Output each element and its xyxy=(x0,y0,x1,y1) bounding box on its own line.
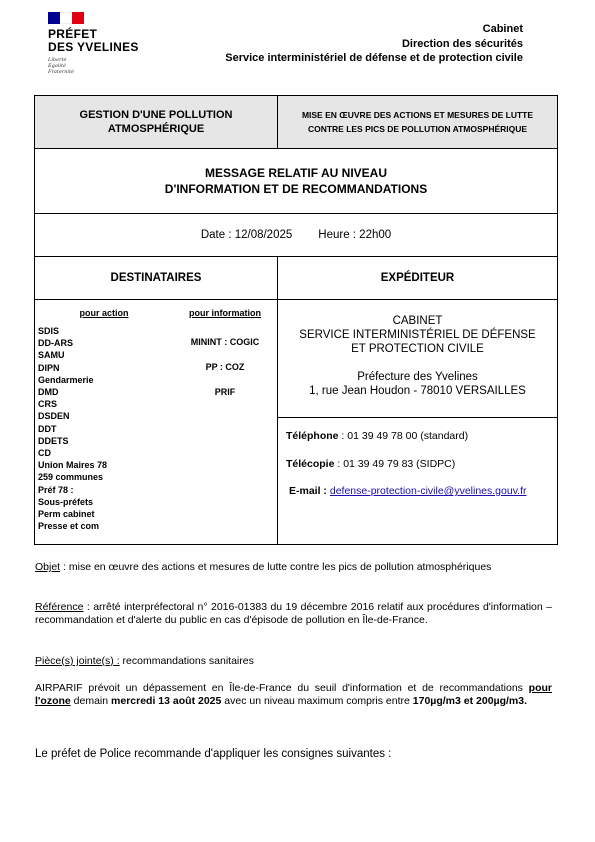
logo-prefet-text xyxy=(48,28,158,54)
prefecture-logo xyxy=(48,12,158,75)
message-table xyxy=(34,95,558,545)
airparif-text: demain xyxy=(70,695,112,707)
reference-label: Référence xyxy=(35,601,84,613)
message-time: Heure : 22h00 xyxy=(318,229,392,241)
action-recipients xyxy=(38,308,170,532)
message-title xyxy=(35,149,557,214)
recipients-header: DESTINATAIRES xyxy=(35,257,278,299)
sender-address-line: Préfecture des Yvelines xyxy=(357,371,478,383)
phone-line xyxy=(286,430,468,442)
flag-white-band xyxy=(60,12,72,24)
logo-line-2: DES YVELINES xyxy=(48,40,139,54)
action-recipient: DMD xyxy=(38,387,59,398)
info-item: PRIF xyxy=(214,387,236,397)
action-recipient: Préf 78 : xyxy=(38,484,74,495)
action-recipient: SAMU xyxy=(38,350,65,361)
pollutant-ozone: pour l'ozone xyxy=(35,682,552,707)
action-recipient: Sous-préfets xyxy=(38,496,94,507)
table-title-row xyxy=(35,96,557,149)
email-link[interactable]: defense-protection-civile@yvelines.gouv.fr xyxy=(329,485,527,497)
motto-liberte: Liberté xyxy=(48,57,67,63)
attachments-label: Pièce(s) jointe(s) : xyxy=(35,655,120,667)
airparif-text: avec un niveau maximum compris entre xyxy=(221,695,413,707)
action-recipient: CRS xyxy=(38,399,58,410)
action-recipient: CD xyxy=(38,448,51,459)
reference-text: : arrêté interpréfectoral n° 2016-01383 du 19 décembre 2016 relatif aux procédures d'information – recommandation et d'alerte du public en cas d'épisode de pollution en Île-de-France. xyxy=(35,601,552,626)
sender-address-line: 1, rue Jean Houdon - 78010 VERSAILLES xyxy=(309,385,526,397)
logo-line-1: PRÉFET xyxy=(48,27,98,41)
sender-cell xyxy=(278,300,557,418)
recommendation-intro: Le préfet de Police recommande d'appliquer les consignes suivantes : xyxy=(35,748,392,760)
info-recipients xyxy=(175,308,275,411)
action-recipient: DIPN xyxy=(38,362,60,373)
info-item: PP : COZ xyxy=(205,362,245,372)
action-recipient: Gendarmerie xyxy=(38,374,94,385)
reference-paragraph xyxy=(35,601,552,627)
attachments-text: recommandations sanitaires xyxy=(119,655,254,667)
org-line-direction: Direction des sécurités xyxy=(401,37,523,50)
airparif-text: AIRPARIF prévoit un dépassement en Île-de-France du seuil d'information et de recommandations xyxy=(35,682,529,694)
action-recipient: 259 communes xyxy=(38,472,104,483)
action-recipient: Presse et com xyxy=(38,521,100,532)
fax-label: Télécopie xyxy=(286,458,335,470)
attachments-paragraph xyxy=(35,655,552,668)
action-header: pour action xyxy=(79,308,129,318)
info-header: pour information xyxy=(189,308,261,318)
email-line xyxy=(289,485,527,497)
action-recipient: DSDEN xyxy=(38,411,70,422)
action-recipient: DD-ARS xyxy=(38,338,73,349)
french-flag-icon xyxy=(48,12,84,24)
issuing-service xyxy=(225,22,523,66)
table-left-title: GESTION D'UNE POLLUTION ATMOSPHÉRIQUE xyxy=(35,96,278,148)
logo-motto xyxy=(48,57,158,75)
action-recipient: DDT xyxy=(38,423,57,434)
sender-line: SERVICE INTERMINISTÉRIEL DE DÉFENSE xyxy=(299,329,536,341)
org-line-cabinet: Cabinet xyxy=(482,23,523,35)
action-recipient: SDIS xyxy=(38,326,60,336)
action-recipient: Perm cabinet xyxy=(38,509,95,520)
org-line-service: Service interministériel de défense et de protection civile xyxy=(225,52,523,64)
fax-value: : 01 39 49 79 83 (SIDPC) xyxy=(334,458,456,470)
action-list xyxy=(38,325,170,532)
phone-value: : 01 39 49 78 00 (standard) xyxy=(338,430,469,442)
recipients-cell xyxy=(35,300,278,544)
object-label: Objet xyxy=(35,561,61,573)
object-text: : mise en œuvre des actions et mesures de lutte contre les pics de pollution atmosphériques xyxy=(60,561,492,573)
sender-line: ET PROTECTION CIVILE xyxy=(351,343,484,355)
fax-line xyxy=(286,458,455,470)
flag-red-band xyxy=(72,12,84,24)
action-recipient: DDETS xyxy=(38,435,69,446)
action-recipient: Union Maires 78 xyxy=(38,460,108,471)
flag-blue-band xyxy=(48,12,60,24)
concentration-range: 170µg/m3 et 200µg/m3. xyxy=(412,695,528,707)
forecast-date: mercredi 13 août 2025 xyxy=(111,695,222,707)
date-time-row xyxy=(35,214,557,257)
motto-egalite: Égalité xyxy=(48,63,66,69)
message-title-line-1: MESSAGE RELATIF AU NIVEAU xyxy=(204,166,387,180)
object-paragraph xyxy=(35,561,552,574)
sender-line: CABINET xyxy=(392,315,443,327)
sender-header: EXPÉDITEUR xyxy=(380,272,455,284)
email-label: E-mail : xyxy=(289,485,327,497)
message-date: Date : 12/08/2025 xyxy=(200,229,293,241)
info-item: MININT : COGIC xyxy=(190,337,260,347)
phone-label: Téléphone xyxy=(286,430,339,442)
recipients-sender-header-row xyxy=(35,257,557,300)
airparif-paragraph xyxy=(35,682,552,708)
message-title-line-2: D'INFORMATION ET DE RECOMMANDATIONS xyxy=(164,182,428,196)
contact-cell xyxy=(278,418,557,544)
motto-fraternite: Fraternité xyxy=(48,69,74,75)
table-right-title: MISE EN ŒUVRE DES ACTIONS ET MESURES DE LUTTE CONTRE LES PICS DE POLLUTION ATMOSPHÉRIQUE xyxy=(301,110,534,134)
